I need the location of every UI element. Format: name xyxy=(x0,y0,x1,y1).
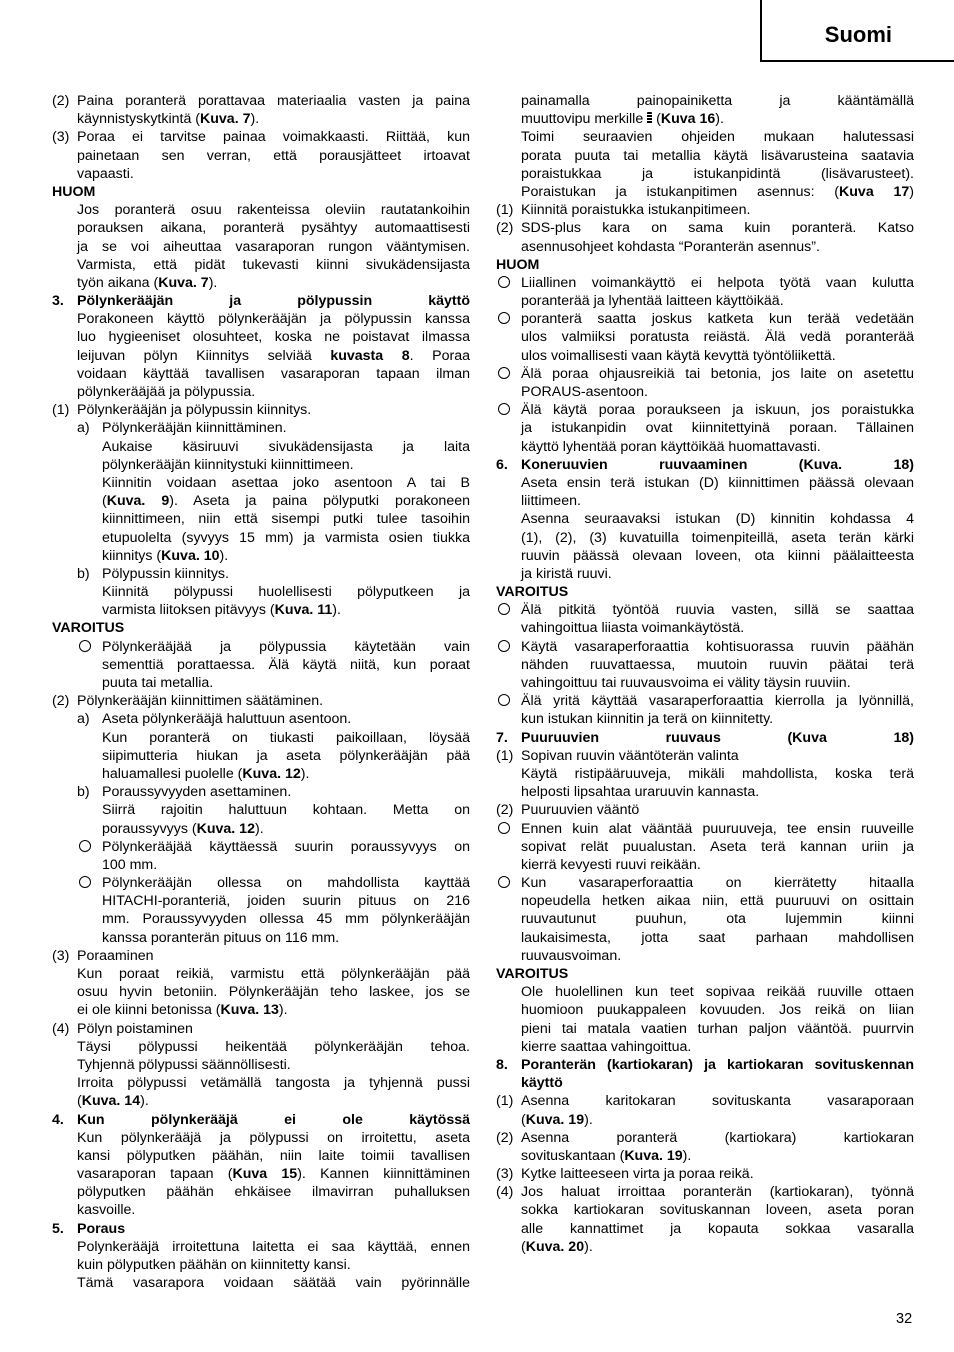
numbered-item xyxy=(52,783,470,801)
text-line: sementtiä porattaessa. Älä käytä niitä, kun poraat xyxy=(102,656,470,673)
numbered-item xyxy=(52,565,470,583)
left-text-column xyxy=(52,92,470,1292)
text-line: liittimeen. xyxy=(521,493,581,510)
text-line: ja istukanpidin ovat kiinnitettyinä poraan. Tällainen xyxy=(521,420,914,437)
text-line: Porakoneen käyttö pölynkerääjän ja pölypussin kanssa xyxy=(77,311,470,328)
text-line: ulos voimallisesti vaan käytä kevyttä työntöliikettä. xyxy=(521,347,836,364)
item-text: Poraussyvyyden asettaminen. xyxy=(102,784,292,801)
text-line: ruuvin päässä olevaan loveen, ota kiinni päälaitteesta xyxy=(521,547,914,564)
text-line: ruuvausvoiman. xyxy=(521,947,622,964)
item-text: Jos haluat irroittaa poranterän (kartiokaran), työnnä xyxy=(521,1184,914,1201)
text-line: kanssa poranterän pituus on 116 mm. xyxy=(102,929,340,946)
text-line: Siirrä rajoitin haluttuun kohtaan. Metta on xyxy=(102,802,470,819)
item-marker: (1) xyxy=(496,1093,514,1110)
note-heading: HUOM xyxy=(496,256,540,273)
text-line: kun istukan kiinnitin ja terä on kiinnitetty. xyxy=(521,711,774,728)
section-heading xyxy=(496,456,914,474)
item-text: Koneruuvien ruuvaaminen (Kuva. 18) xyxy=(521,456,914,473)
numbered-item xyxy=(496,1129,914,1147)
text-line: (Kuva. 9). Aseta ja paina pölyputki porakoneen xyxy=(102,493,470,510)
numbered-item xyxy=(52,710,470,728)
text-line: pölyputken päähän ehkäisee ilmavirran puhalluksen xyxy=(77,1184,470,1201)
item-text: Pölyn poistaminen xyxy=(77,1020,193,1037)
bullet-item xyxy=(52,838,470,856)
bullet-item xyxy=(52,874,470,892)
item-marker: b) xyxy=(77,784,90,801)
item-text: Aseta pölynkerääjä haluttuun asentoon. xyxy=(102,711,352,728)
item-text: Pölynkerääjän ja pölypussin käyttö xyxy=(77,293,470,310)
text-line: kansi pölyputken päähän, niin laite toimii tavallisen xyxy=(77,1147,470,1164)
text-line: (Kuva. 20). xyxy=(521,1238,593,1255)
language-label: Suomi xyxy=(824,22,892,47)
item-text: Poranterän (kartiokaran) ja kartiokaran sovituskennan xyxy=(521,1056,914,1073)
item-marker: 3. xyxy=(52,293,64,310)
item-marker: (2) xyxy=(52,693,70,710)
text-line: Kiinnitä pölypussi huolellisesti pölyputkeen ja xyxy=(102,584,470,601)
item-marker: a) xyxy=(77,711,90,728)
numbered-item xyxy=(496,219,914,237)
item-marker: (4) xyxy=(52,1020,70,1037)
bullet-circle-icon xyxy=(79,840,91,852)
text-line: kasvoille. xyxy=(77,1202,136,1219)
item-text: Poraa ei tarvitse painaa voimakkaasti. Riittää, kun xyxy=(77,129,470,146)
bullet-item xyxy=(496,638,914,656)
section-heading xyxy=(52,1111,470,1129)
text-line: työn aikana (Kuva. 7). xyxy=(77,274,218,291)
bullet-text: Käytä vasaraperforaattia kohtisuorassa ruuvin päähän xyxy=(521,638,914,655)
bullet-item xyxy=(496,310,914,328)
item-text: Sopivan ruuvin vääntöterän valinta xyxy=(521,747,739,764)
text-line: kierrä kevyesti ruuvi reikään. xyxy=(521,856,701,873)
text-line: Varmista, että pidät tukevasti kiinni sivukädensijasta xyxy=(77,256,470,273)
bullet-item xyxy=(496,401,914,419)
numbered-item xyxy=(52,1020,470,1038)
bullet-text: Älä poraa ohjausreikiä tai betonia, jos laite on asetettu xyxy=(521,365,914,382)
page-number: 32 xyxy=(896,1311,913,1327)
text-line: ja se voi aiheuttaa vasaraporan rungon vääntymisen. xyxy=(77,238,470,255)
text-line: kuin pölyputken päähän on kiinnitetty kansi. xyxy=(77,1257,351,1273)
text-line: Toimi seuraavien ohjeiden mukaan halutessasi xyxy=(521,129,914,146)
text-line: (Kuva. 14). xyxy=(77,1093,149,1110)
bullet-circle-icon xyxy=(498,367,510,379)
drill-bit-icon xyxy=(647,112,652,124)
text-line: sovituskantaan (Kuva. 19). xyxy=(521,1147,692,1164)
item-marker: (1) xyxy=(496,747,514,764)
section-heading xyxy=(52,1220,470,1238)
text-line: poranterää ja lyhentää laitteen käyttöikää. xyxy=(521,293,784,310)
note-heading: VAROITUS xyxy=(496,966,569,982)
bullet-text: Kun vasaraperforaattia on kierrätetty hitaalla xyxy=(521,875,914,892)
bullet-text: Pölynkerääjän ollessa on mahdollista kayttää xyxy=(102,875,470,892)
text-line: Kun pölynkerääjä ja pölypussi on irroitettu, aseta xyxy=(77,1129,470,1146)
item-marker: (3) xyxy=(52,947,70,964)
text-line: 100 mm. xyxy=(102,856,158,873)
bullet-item xyxy=(496,274,914,292)
bullet-text: poranterä saatta joskus katketa kun terää vedetään xyxy=(521,311,914,328)
item-text: Puuruuvien vääntö xyxy=(521,802,640,819)
text-line: poraistukkaa ja istukanpidintä (lisävarusteet). xyxy=(521,165,914,182)
text-line: alle kannattimet ja kopauta sokkaa vasaralla xyxy=(521,1220,914,1237)
item-marker: a) xyxy=(77,420,90,437)
text-line: vasaraporan tapaan (Kuva 15). Kannen kiinnittäminen xyxy=(77,1166,470,1183)
text-line: PORAUS-asentoon. xyxy=(521,384,648,400)
text-line: porauksen aikana, poranterä pysähtyy automaattisesti xyxy=(77,220,470,237)
text-line: Aukaise käsiruuvi sivukädensijasta ja laita xyxy=(102,438,470,455)
text-line: osuu hyvin betoniin. Pölynkerääjän teho laskee, jos se xyxy=(77,984,470,1001)
bullet-item xyxy=(496,820,914,838)
text-line: Jos poranterä osuu rakenteissa oleviin rautatankoihin xyxy=(77,202,470,219)
item-text: Pölynkerääjän kiinnittimen säätäminen. xyxy=(77,693,324,710)
text-line: kiinnittimeen, niin että sisempi putki tulee tasoihin xyxy=(102,511,470,528)
numbered-item xyxy=(52,692,470,710)
text-line: Kun poranterä on tiukasti paikoillaan, löysää xyxy=(102,729,470,746)
note-heading: VAROITUS xyxy=(496,584,569,601)
numbered-item xyxy=(496,1165,914,1183)
text-line: pieni tai matala vaatien turhan paljon vääntöä. puurrvin xyxy=(521,1020,914,1037)
bullet-item xyxy=(496,601,914,619)
item-marker: 6. xyxy=(496,456,508,473)
item-text: SDS-plus kara on sama kuin poranterä. Katso xyxy=(521,220,914,237)
bullet-text: Liiallinen voimankäyttö ei helpota työtä vaan kulutta xyxy=(521,274,914,291)
text-line: puuta tai metallia. xyxy=(102,675,214,691)
text-line: helposti lipsahtaa uraruuvin kannasta. xyxy=(521,784,760,801)
bullet-text: Ennen kuin alat vääntää puuruuveja, tee ensin ruuveille xyxy=(521,820,914,837)
text-line: Tämä vasarapora voidaan säätää vain pyörinnälle xyxy=(77,1275,470,1292)
bullet-item xyxy=(496,692,914,710)
text-line: Irroita pölypussi vetämällä tangosta ja tyhjennä pussi xyxy=(77,1075,470,1092)
text-line: porata puuta tai metallia käytä lisävarusteina saatavia xyxy=(521,147,914,164)
item-marker: b) xyxy=(77,565,90,582)
text-line: varmista liitoksen pitävyys (Kuva. 11). xyxy=(102,602,341,619)
item-text: Kytke laitteeseen virta ja poraa reikä. xyxy=(521,1166,754,1183)
text-line: Asenna seuraavaksi istukan (D) kinnitin kohdassa 4 xyxy=(521,511,914,528)
item-marker: (2) xyxy=(496,1129,514,1146)
text-line: luo hygieeniset olosuhteet, koska ne poistavat ilmassa xyxy=(77,329,470,346)
text-line: vahingoittua liiasta voimankäytöstä. xyxy=(521,620,745,637)
bullet-text: Älä käytä poraa poraukseen ja iskuun, jos poraistukka xyxy=(521,402,914,419)
text-line: asennusohjeet kohdasta “Poranterän asennus”. xyxy=(521,238,820,255)
text-line: haluamallesi puolelle (Kuva. 12). xyxy=(102,765,310,782)
text-line: Tyhjennä pölypussi säännöllisesti. xyxy=(77,1056,291,1073)
item-text: Puuruuvien ruuvaus (Kuva 18) xyxy=(521,729,914,746)
bullet-circle-icon xyxy=(79,876,91,888)
text-line: siipimutteria hiukan ja aseta pölynkerääjän pää xyxy=(102,747,470,764)
item-marker: (2) xyxy=(52,93,70,109)
numbered-item xyxy=(52,401,470,419)
text-line: muuttovipu merkille (Kuva 16). xyxy=(521,111,724,128)
bullet-text: Älä pitkitä työntöä ruuvia vasten, sillä se saattaa xyxy=(521,602,914,619)
item-text: Pölynkerääjän ja pölypussin kiinnitys. xyxy=(77,402,312,419)
bullet-circle-icon xyxy=(498,822,510,834)
text-line: kierre saattaa vahingoittua. xyxy=(521,1038,692,1055)
text-line: nopeudella hetken aikaa niin, että puuruuvi on osittain xyxy=(521,893,914,910)
bullet-item xyxy=(496,874,914,892)
text-line: Kiinnitin voidaan asettaa joko asentoon A tai B xyxy=(102,474,470,491)
text-line: nähden ruuvattaessa, muutoin ruuvin päätai terä xyxy=(521,656,914,673)
item-text: Kiinnitä poraistukka istukanpitimeen. xyxy=(521,202,751,219)
text-line: laukaisimesta, jotta saat parhaan mahdollisen xyxy=(521,929,914,946)
text-line: painetaan sen verran, että porausjätteet irtoavat xyxy=(77,147,470,164)
text-line: pölynkerääjää ja pölypussia. xyxy=(77,384,256,400)
item-marker xyxy=(496,1074,521,1092)
text-line: ruuvautunut puuhun, ota lujemmin kiinni xyxy=(521,911,914,928)
bullet-circle-icon xyxy=(498,312,510,324)
text-line: sokka kartiokaran sovituskannan loveen, aseta poran xyxy=(521,1202,914,1219)
section-heading xyxy=(52,292,470,310)
text-line: leijuvan pölyn Kiinnitys selviää kuvasta 8. Poraa xyxy=(77,347,470,364)
bullet-circle-icon xyxy=(79,640,91,652)
text-line: Käytä ristipääruuveja, mikäli mahdollista, koska terä xyxy=(521,765,914,782)
text-line: painamalla painopainiketta ja kääntämällä xyxy=(521,93,914,109)
section-heading xyxy=(496,729,914,747)
item-text: Kun pölynkerääjä ei ole käytössä xyxy=(77,1111,470,1128)
item-text: Paina poranterä porattavaa materiaalia vasten ja paina xyxy=(77,93,470,109)
text-line: poraussyvyys (Kuva. 12). xyxy=(102,820,264,837)
text-line: vapaasti. xyxy=(77,165,134,182)
item-text: Asenna poranterä (kartiokara) kartiokaran xyxy=(521,1129,914,1146)
text-line: ulos valmiiksi poratusta reiästä. Älä vedä poranterää xyxy=(521,329,914,346)
item-text: Pölypussin kiinnitys. xyxy=(102,565,229,582)
text-line: Polynkerääjä irroitettuna laitetta ei saa käyttää, ennen xyxy=(77,1238,470,1255)
text-line: ei ole kiinni betonissa (Kuva. 13). xyxy=(77,1002,288,1019)
item-text: Asenna karitokaran sovituskanta vasaraporaan xyxy=(521,1093,914,1110)
item-marker: 8. xyxy=(496,1056,508,1073)
text-line: Täysi pölypussi heikentää pölynkerääjän tehoa. xyxy=(77,1038,470,1055)
bullet-circle-icon xyxy=(498,876,510,888)
bullet-item xyxy=(52,638,470,656)
item-marker: (3) xyxy=(496,1166,514,1183)
bullet-text: Pölynkerääjää käyttäessä suurin poraussyvyys on xyxy=(102,838,470,855)
text-line: etupuolelta (syvyys 15 mm) ja varmista osien tiukka xyxy=(102,529,470,546)
text-line: (1), (2), (3) kuvatuilla toimenpiteillä, aseta terän kärki xyxy=(521,529,914,546)
note-heading: HUOM xyxy=(52,183,96,200)
language-tab xyxy=(760,0,954,62)
bullet-circle-icon xyxy=(498,276,510,288)
note-heading: VAROITUS xyxy=(52,620,125,637)
numbered-item xyxy=(496,201,914,219)
text-line: ja kiristä ruuvi. xyxy=(521,565,612,582)
bullet-circle-icon xyxy=(498,603,510,615)
item-text: Pölynkerääjän kiinnittäminen. xyxy=(102,420,287,437)
text-line: Aseta ensin terä istukan (D) kiinnittimen päässä olevaan xyxy=(521,474,914,491)
text-line: (Kuva. 19). xyxy=(521,1111,593,1128)
bullet-text: Pölynkerääjää ja pölypussia käytetään vain xyxy=(102,638,470,655)
text-line: vahingoittuu tai ruuvausvoima ei välity täysin ruuviin. xyxy=(521,675,851,691)
text-line: huomioon puukappaleen kovuuden. Jos reikä on liian xyxy=(521,1002,914,1019)
numbered-item xyxy=(52,947,470,965)
item-marker: (1) xyxy=(496,202,514,219)
text-line: pölynkerääjän kiinnitystuki kiinnittimeen. xyxy=(102,456,354,473)
item-marker: (1) xyxy=(52,402,70,419)
bullet-circle-icon xyxy=(498,403,510,415)
item-marker: (2) xyxy=(496,802,514,819)
text-line: käyttö lyhentää poran käyttöikää huomattavasti. xyxy=(521,438,821,455)
item-marker: 4. xyxy=(52,1111,64,1128)
item-marker: 7. xyxy=(496,729,508,746)
item-marker: (3) xyxy=(52,129,70,146)
bullet-text: Älä yritä käyttää vasaraperforaattia kierrolla ja lyönnillä, xyxy=(521,693,914,710)
numbered-item xyxy=(52,419,470,437)
item-marker: (4) xyxy=(496,1184,514,1201)
text-line: HITACHI-poranteriä, joiden suurin pituus on 216 xyxy=(102,893,470,910)
item-marker: 5. xyxy=(52,1220,64,1237)
text-line: Poraistukan ja istukanpitimen asennus: (Kuva 17) xyxy=(521,183,914,200)
bullet-item xyxy=(496,365,914,383)
right-text-column xyxy=(496,92,914,1256)
bullet-circle-icon xyxy=(498,694,510,706)
numbered-item xyxy=(496,1092,914,1110)
item-text: Poraus xyxy=(77,1220,126,1237)
bullet-circle-icon xyxy=(498,640,510,652)
text-line: Kun poraat reikiä, varmistu että pölynkerääjän pää xyxy=(77,966,470,982)
text-line: voidaan käyttää tavallisen vasaraporan tapaan ilman xyxy=(77,365,470,382)
numbered-item xyxy=(496,801,914,819)
text-line: Ole huolellinen kun teet sopivaa reikää ruuville ottaen xyxy=(521,984,914,1001)
section-heading xyxy=(496,1056,914,1074)
text-line: mm. Poraussyvyyden ollessa 45 mm pölynkerääjän xyxy=(102,911,470,928)
text-line: käynnistyskytkintä (Kuva. 7). xyxy=(77,111,260,128)
numbered-item xyxy=(496,747,914,765)
numbered-item xyxy=(52,92,470,110)
section-heading xyxy=(496,1074,914,1092)
item-text: käyttö xyxy=(521,1075,563,1092)
item-marker: (2) xyxy=(496,220,514,237)
numbered-item xyxy=(52,128,470,146)
numbered-item xyxy=(496,1183,914,1201)
text-line: sopivat relät puualustan. Aseta terä kannan uriin ja xyxy=(521,838,914,855)
item-text: Poraaminen xyxy=(77,947,154,964)
text-line: kiinnitys (Kuva. 10). xyxy=(102,547,229,564)
